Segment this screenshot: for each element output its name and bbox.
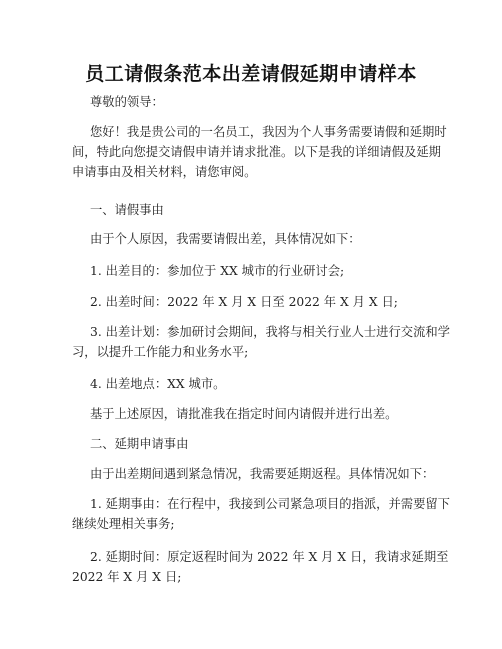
section1-lead: 由于个人原因，我需要请假出差，具体情况如下：	[90, 232, 361, 246]
section2-heading: 二、延期申请事由	[90, 437, 189, 451]
intro-line-1: 您好！我是贵公司的一名员工，我因为个人事务需要请假和延期时	[90, 125, 447, 139]
section1-item-3-line-1: 3. 出差计划：参加研讨会期间，我将与相关行业人士进行交流和学	[90, 325, 450, 339]
section2-item-2-line-2: 2022 年 X 月 X 日;	[72, 570, 182, 584]
intro-line-2: 间，特此向您提交请假申请并请求批准。以下是我的详细请假及延期	[72, 145, 441, 159]
section2-item-1	[72, 494, 450, 534]
section1-item-3	[72, 322, 450, 362]
section1-item-4: 4. 出差地点：XX 城市。	[90, 377, 226, 391]
salutation: 尊敬的领导：	[90, 95, 164, 109]
section2-item-2-line-1: 2. 延期时间：原定返程时间为 2022 年 X 月 X 日，我请求延期至	[90, 550, 449, 564]
section1-item-2: 2. 出差时间：2022 年 X 月 X 日至 2022 年 X 月 X 日;	[90, 295, 398, 309]
section1-heading: 一、请假事由	[90, 203, 164, 217]
section2-lead: 由于出差期间遇到紧急情况，我需要延期返程。具体情况如下：	[90, 467, 435, 481]
section1-closing: 基于上述原因，请批准我在指定时间内请假并进行出差。	[90, 407, 398, 421]
section2-item-1-line-1: 1. 延期事由：在行程中，我接到公司紧急项目的指派，并需要留下	[90, 497, 450, 511]
section2-item-1-line-2: 继续处理相关事务;	[72, 517, 175, 531]
intro-paragraph	[72, 122, 447, 182]
intro-line-3: 申请事由及相关材料，请您审阅。	[72, 165, 257, 179]
document-title: 员工请假条范本出差请假延期申请样本	[85, 63, 417, 85]
section1-item-1: 1. 出差目的：参加位于 XX 城市的行业研讨会;	[90, 264, 345, 278]
section1-item-3-line-2: 习，以提升工作能力和业务水平;	[72, 345, 249, 359]
section2-item-2	[72, 547, 449, 587]
